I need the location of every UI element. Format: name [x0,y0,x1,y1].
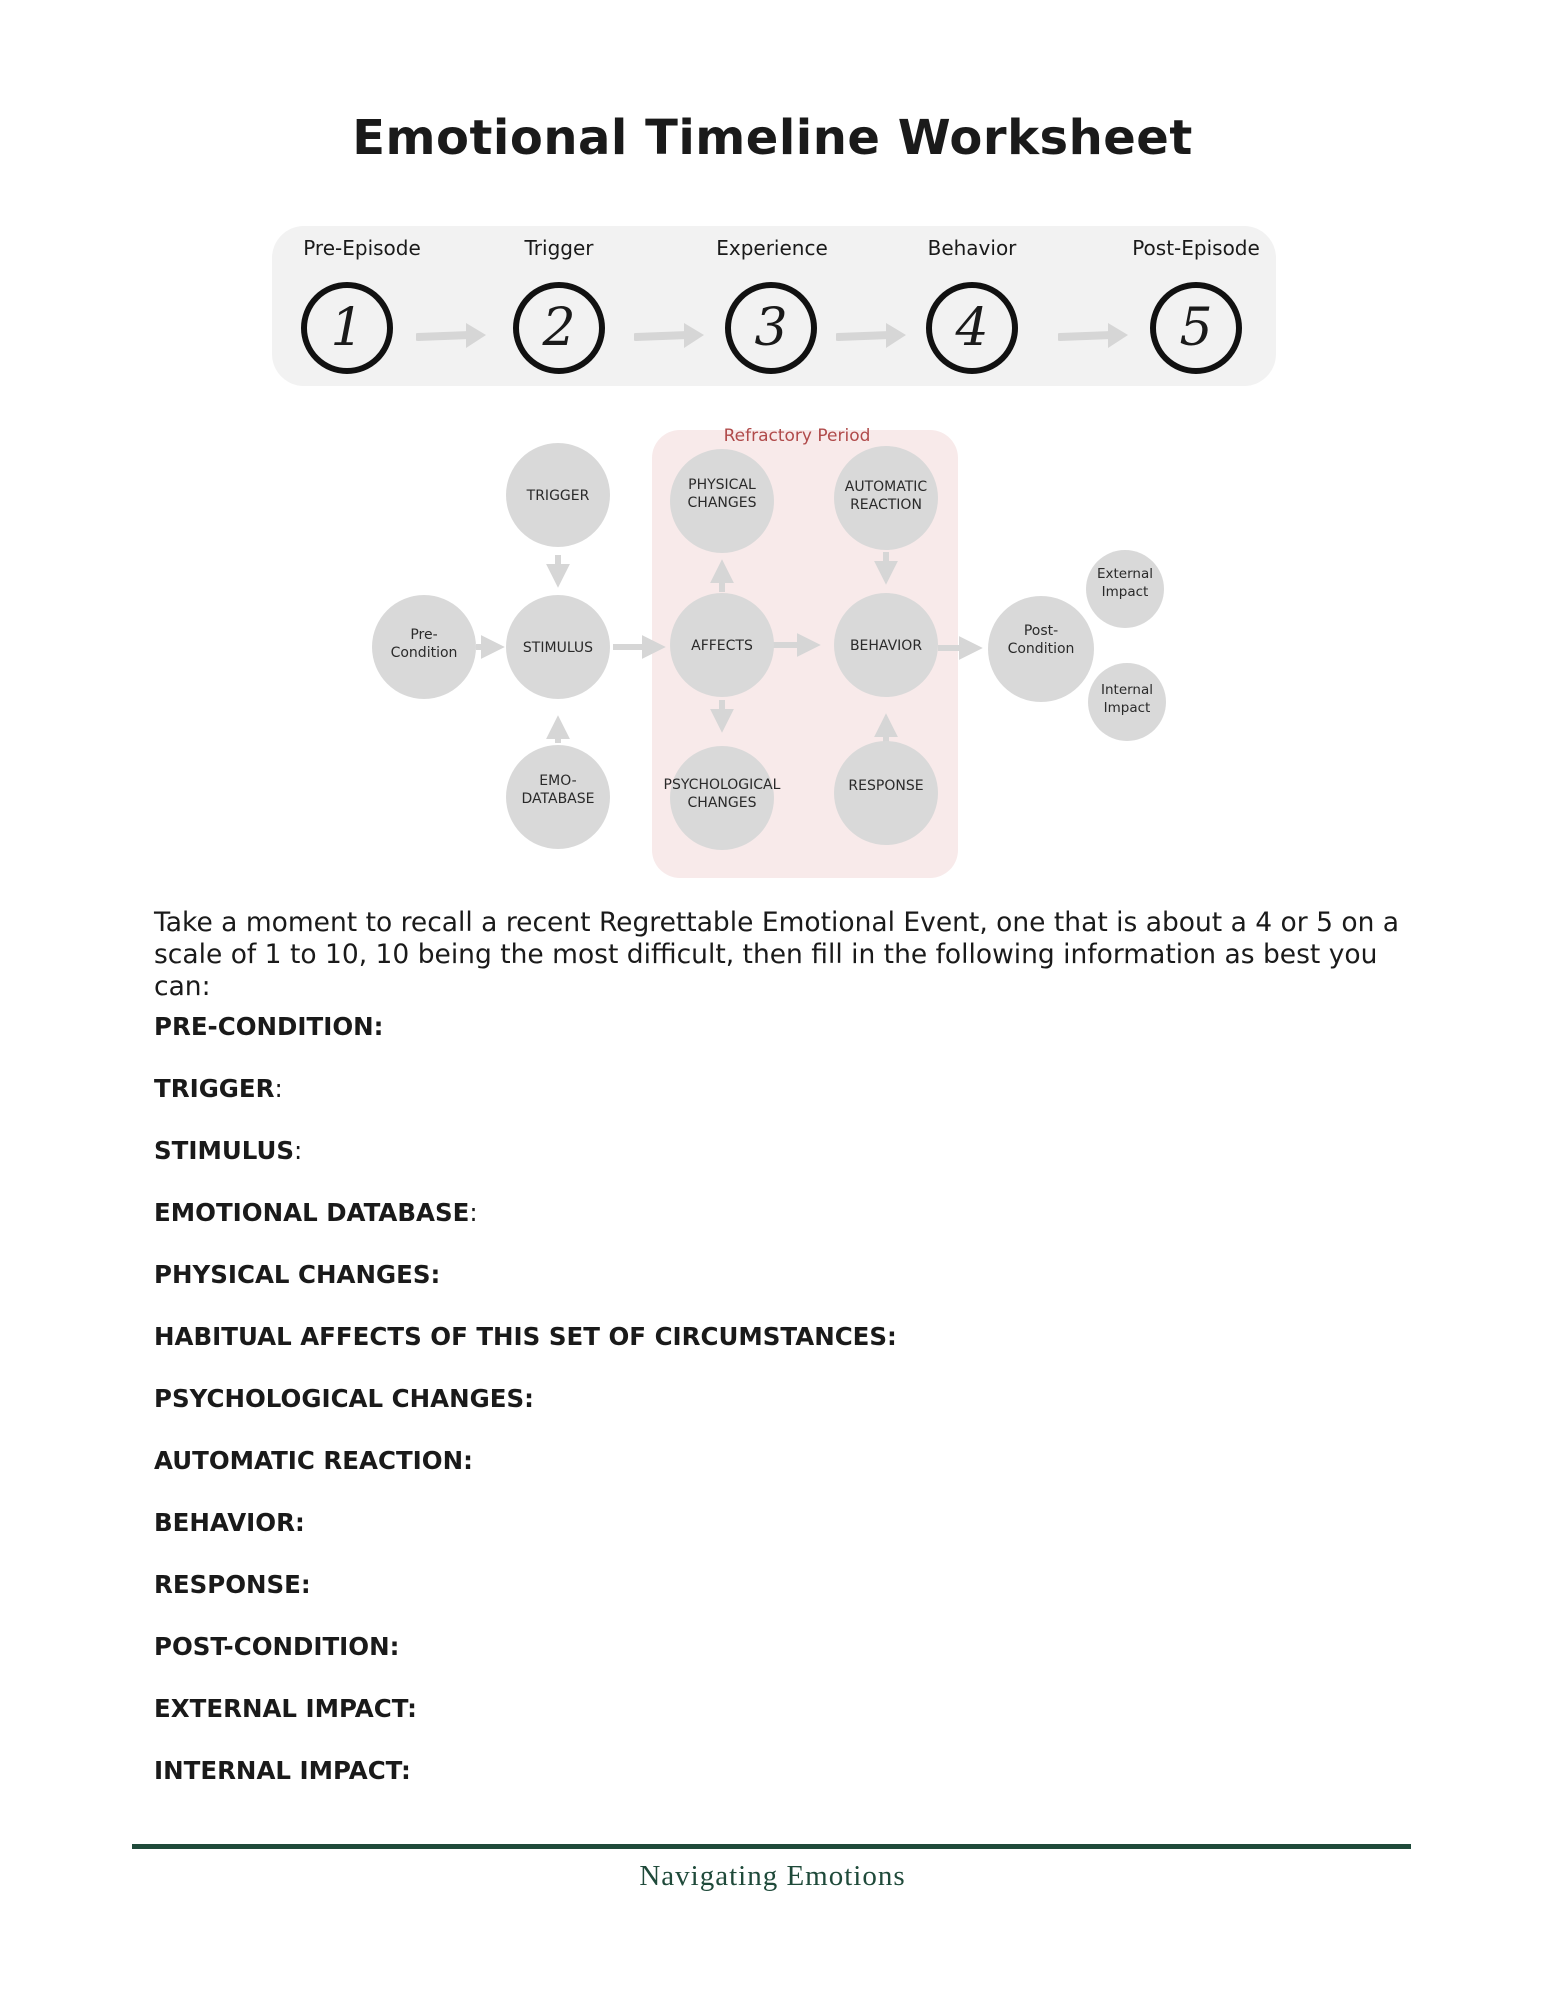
field-stimulus: STIMULUS: [154,1136,303,1165]
step-circle-1: 1 [301,282,393,374]
step-label-pre-episode: Pre-Episode [303,236,421,260]
node-label-emo-database: DATABASE [521,791,595,807]
page-title: Emotional Timeline Worksheet [352,110,1193,166]
node-label-response: RESPONSE [848,778,924,794]
node-label-external-impact: External [1096,566,1154,582]
field-external-impact: EXTERNAL IMPACT: [154,1694,417,1723]
step-label-trigger: Trigger [524,236,594,260]
node-label-affects: AFFECTS [691,638,753,654]
node-label-external-impact: Impact [1101,584,1149,600]
field-internal-impact: INTERNAL IMPACT: [154,1756,411,1785]
node-label-physical-changes: PHYSICAL [688,477,756,493]
node-label-emo-database: EMO- [539,773,577,789]
instructions-paragraph: Take a moment to recall a recent Regrettable Emotional Event, one that is about a 4 or 5 on a scale of 1 to 10, 10 being the most difficult, then fill in the following information as best you can: [154,907,1400,1002]
field-pre-condition: PRE-CONDITION: [154,1012,384,1041]
node-label-post-condition: Post- [1023,623,1059,639]
step-label-experience: Experience [716,236,828,260]
field-trigger: TRIGGER: [154,1074,283,1103]
node-label-stimulus: STIMULUS [522,640,594,656]
footer-divider [132,1844,1411,1849]
field-physical-changes: PHYSICAL CHANGES: [154,1260,441,1289]
field-post-condition: POST-CONDITION: [154,1632,400,1661]
node-label-automatic-reaction: REACTION [850,497,922,513]
field-response: RESPONSE: [154,1570,311,1599]
node-label-internal-impact: Internal [1100,682,1154,698]
node-label-automatic-reaction: AUTOMATIC [844,479,928,495]
step-circle-3: 3 [725,282,817,374]
step-label-behavior: Behavior [927,236,1017,260]
node-label-psychological-changes: PSYCHOLOGICAL [663,777,781,793]
step-circle-4: 4 [926,282,1018,374]
node-label-behavior: BEHAVIOR [849,638,923,654]
field-habitual-affects: HABITUAL AFFECTS OF THIS SET OF CIRCUMSTANCES: [154,1322,897,1351]
node-label-trigger: TRIGGER [526,488,590,504]
node-label-post-condition: Condition [1007,641,1075,657]
emotion-process-diagram [0,0,1545,900]
field-behavior: BEHAVIOR: [154,1508,305,1537]
step-circle-5: 5 [1150,282,1242,374]
node-label-physical-changes: CHANGES [687,495,757,511]
node-label-psychological-changes: CHANGES [687,795,757,811]
step-label-post-episode: Post-Episode [1132,236,1260,260]
node-label-internal-impact: Impact [1103,700,1151,716]
footer-brand: Navigating Emotions [639,1860,906,1892]
node-label-pre-condition: Pre- [410,627,438,643]
field-psychological-changes: PSYCHOLOGICAL CHANGES: [154,1384,534,1413]
step-circle-2: 2 [513,282,605,374]
field-automatic-reaction: AUTOMATIC REACTION: [154,1446,473,1475]
node-label-pre-condition: Condition [390,645,458,661]
field-emotional-database: EMOTIONAL DATABASE: [154,1198,478,1227]
refractory-period-label: Refractory Period [723,426,871,446]
